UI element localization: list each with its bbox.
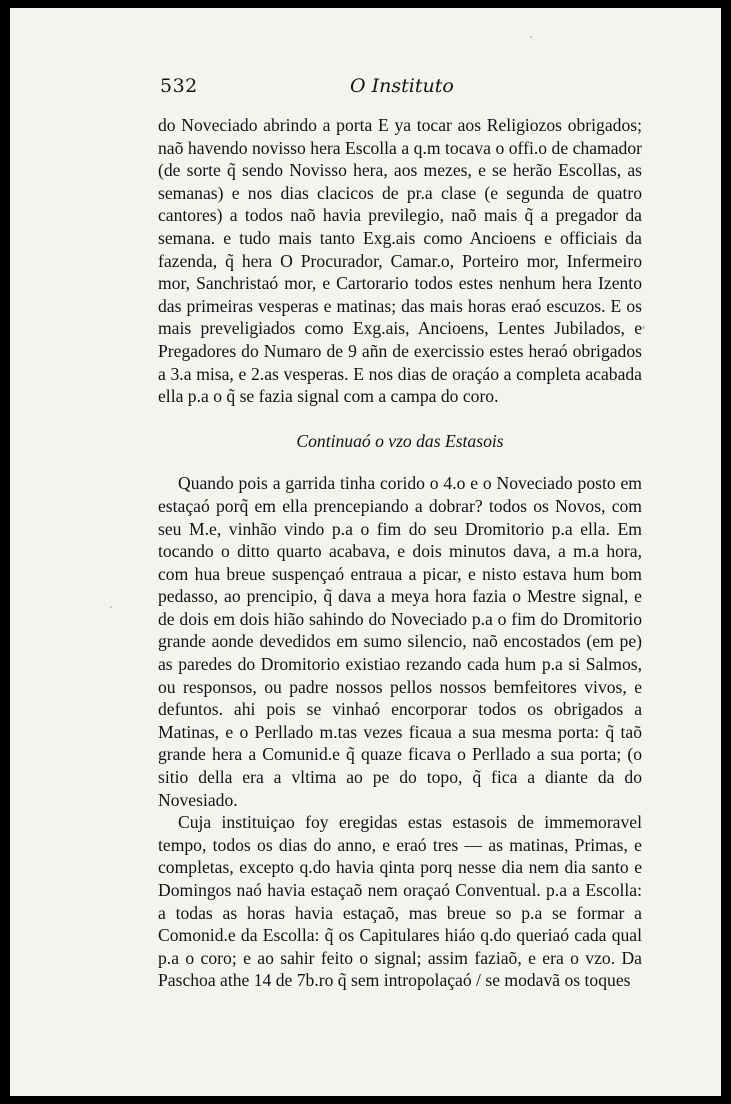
scan-speck bbox=[110, 606, 112, 608]
paragraph-2: Quando pois a garrida tinha corido o 4.o e o Noveciado posto em estaçaó porq̃ em ella prencepiando a dobrar? todos os Novos, com seu M.e, vinhão vindo p.a o fim do seu Dromitorio p.a ella. Em tocando o ditto quarto acabava, e dois minutos dava, a m.a hora, com hua breue suspençaó entraua a picar, e nisto estava hum bom pedasso, ao prencipio, q̃ dava a meya hora fazia o Mestre signal, e de dois em dois hião sahindo do Noveciado p.a o fim do Dromitorio grande aonde devedidos em sumo silencio, naõ encostados (em pe) as paredes do Dromitorio existiao rezando cada hum p.a si Salmos, ou responsos, ou padre nossos pellos nossos bemfeitores vivos, e defuntos. ahi pois se vinhaó encorporar todos os obrigados a Matinas, e o Perllado m.tas vezes ficaua a sua mesma porta: q̃ taõ grande hera a Comunid.e q̃ quaze ficava o Perllado a sua porta; (o sitio della era a vltima ao pe do topo, q̃ fica a diante da do Novesiado. bbox=[158, 473, 642, 810]
scan-speck bbox=[642, 326, 645, 329]
paragraph-3: Cuja instituiçao foy eregidas estas estasois de immemoravel tempo, todos os dias do anno, e eraó tres — as matinas, Primas, e completas, excepto q.do havia qinta porq nesse dia nem dia santo e Domingos naó havia estaçaõ nem oraçaó Conventual. p.a a Escolla: a todas as horas havia estaçaõ, mas breue so p.a se formar a Comonid.e da Escolla: q̃ os Capitulares hiáo q.do queriaó cada qual p.a o coro; e ao sahir feito o signal; assim faziaõ, e era o vzo. Da Paschoa athe 14 de 7b.ro q̃ sem intropolaçaó / se modavã os toques bbox=[158, 812, 642, 991]
section-heading: Continuaó o vzo das Estasois bbox=[296, 430, 504, 451]
running-title: O Instituto bbox=[350, 75, 454, 97]
page-number: 532 bbox=[160, 75, 198, 97]
paragraph-1: do Noveciado abrindo a porta E ya tocar aos Religiozos obrigados; naõ havendo novisso hera Escolla a q.m tocava o offi.o de chamador (de sorte q̃ sendo Novisso hera, aos mezes, e se herão Escollas, as semanas) e nos dias clacicos de pr.a clase (e segunda de quatro cantores) a todos naõ havia previlegio, naõ mais q̃ a pregador da semana. e tudo mais tanto Exg.ais como Ancioens e officiais da fazenda, q̃ hera O Procurador, Camar.o, Porteiro mor, Infermeiro mor, Sanchristaó mor, e Cartorario todos estes nenhum hera Izento das primeiras vesperas e matinas; das mais horas eraó escuzos. E os mais preveligiados como Exg.ais, Ancioens, Lentes Jubilados, e Pregadores do Numaro de 9 añn de exercissio estes heraó obrigados a 3.a misa, e 2.as vesperas. E nos dias de oraçáo a completa acabada ella p.a o q̃ se fazia signal com a campa do coro. bbox=[158, 115, 642, 407]
scan-speck bbox=[530, 36, 532, 38]
running-header bbox=[160, 75, 640, 105]
scanned-page bbox=[10, 8, 721, 1096]
body-text bbox=[158, 114, 642, 992]
